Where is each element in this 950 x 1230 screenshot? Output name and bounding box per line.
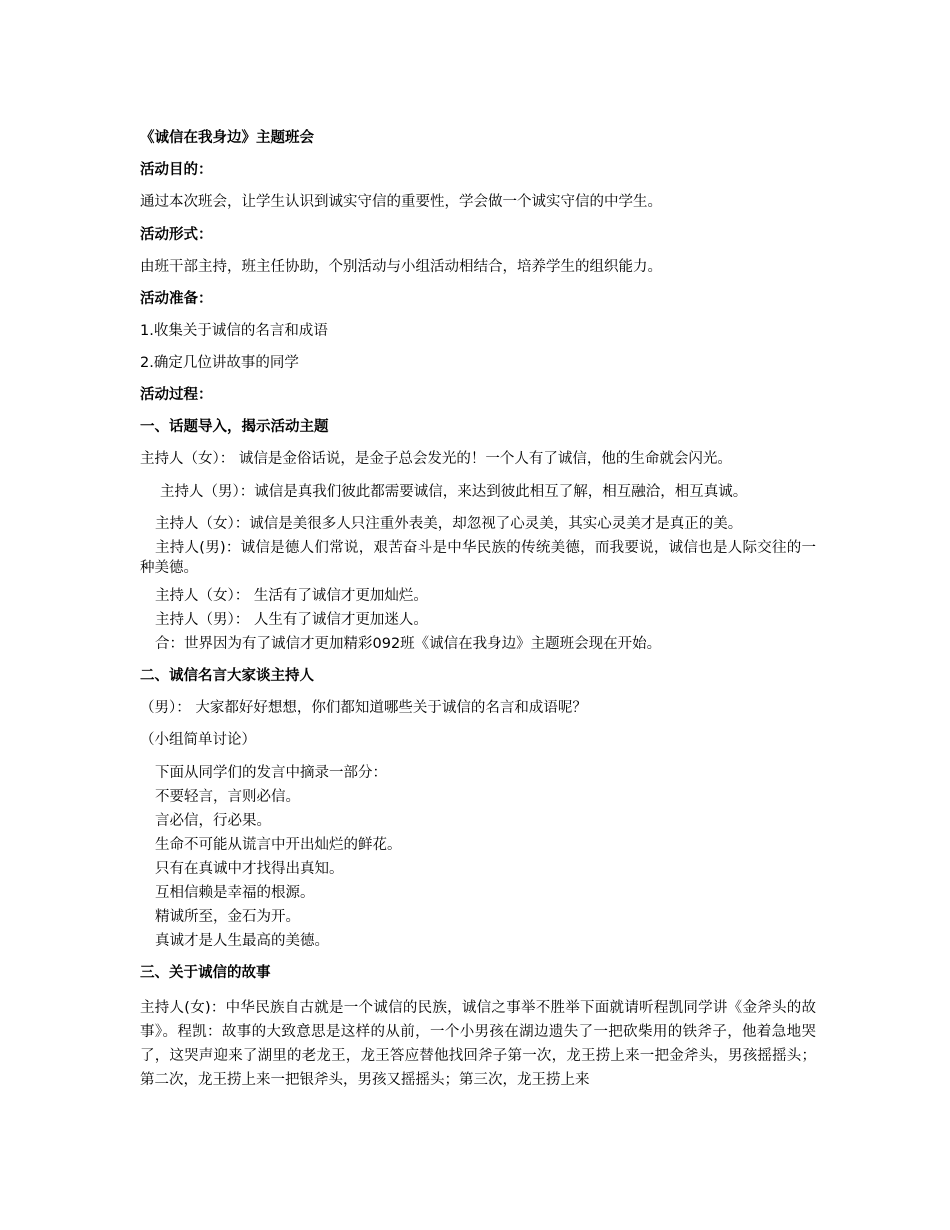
process-heading: 活动过程： bbox=[140, 387, 213, 403]
quote-item: 言必信，行必果。 bbox=[155, 813, 271, 829]
section2-heading: 二、诚信名言大家谈主持人 bbox=[140, 668, 314, 684]
host-line: 主持人（女）：诚信是美很多人只注重外表美，却忽视了心灵美，其实心灵美才是真正的美。 bbox=[155, 516, 743, 532]
quote-item: 精诚所至，金石为开。 bbox=[155, 909, 300, 925]
prep-item: 2.确定几位讲故事的同学 bbox=[140, 355, 299, 371]
quote-item: 互相信赖是幸福的根源。 bbox=[155, 885, 315, 901]
host-line: （男）： 大家都好好想想，你们都知道哪些关于诚信的名言和成语呢？ bbox=[140, 700, 587, 716]
prep-heading: 活动准备： bbox=[140, 291, 213, 307]
section3-heading: 三、关于诚信的故事 bbox=[140, 965, 271, 981]
quote-item: 只有在真诚中才找得出真知。 bbox=[155, 861, 344, 877]
host-line: 主持人（男）： 人生有了诚信才更加迷人。 bbox=[155, 612, 428, 628]
section1-heading: 一、话题导入，揭示活动主题 bbox=[140, 419, 329, 435]
form-text: 由班干部主持，班主任协助，个别活动与小组活动相结合，培养学生的组织能力。 bbox=[140, 259, 662, 275]
host-line: 主持人（女）： 生活有了诚信才更加灿烂。 bbox=[155, 588, 428, 604]
purpose-text: 通过本次班会，让学生认识到诚实守信的重要性，学会做一个诚实守信的中学生。 bbox=[140, 194, 662, 210]
host-line: 合：世界因为有了诚信才更加精彩092班《诚信在我身边》主题班会现在开始。 bbox=[155, 636, 662, 652]
prep-item: 1.收集关于诚信的名言和成语 bbox=[140, 323, 328, 339]
form-heading: 活动形式： bbox=[140, 227, 213, 243]
purpose-heading: 活动目的： bbox=[140, 162, 213, 178]
quotes-intro: 下面从同学们的发言中摘录一部分： bbox=[155, 765, 387, 781]
quote-item: 生命不可能从谎言中开出灿烂的鲜花。 bbox=[155, 837, 402, 853]
quote-item: 真诚才是人生最高的美德。 bbox=[155, 933, 329, 949]
host-line: 主持人（女）： 诚信是金俗话说，是金子总会发光的！一个人有了诚信，他的生命就会闪光。 bbox=[140, 451, 732, 467]
document-title: 《诚信在我身边》主题班会 bbox=[140, 130, 314, 146]
host-line: 主持人(男)：诚信是德人们常说，艰苦奋斗是中华民族的传统美德，而我要说，诚信也是人际交往的一种美德。 bbox=[140, 540, 816, 576]
quote-item: 不要轻言，言则必信。 bbox=[155, 789, 300, 805]
discussion-note: （小组简单讨论） bbox=[140, 732, 256, 748]
host-line: 主持人（男）：诚信是真我们彼此都需要诚信，来达到彼此相互了解，相互融洽，相互真诚。 bbox=[160, 484, 748, 500]
story-paragraph: 主持人(女)：中华民族自古就是一个诚信的民族，诚信之事举不胜举下面就请听程凯同学讲《金斧头的故事》。程凯：故事的大致意思是这样的从前，一个小男孩在湖边遗失了一把砍柴用的铁斧子，他着急地哭了，这哭声迎来了湖里的老龙王，龙王答应替他找回斧子第一次，龙王捞上来一把金斧头，男孩摇摇头；第二次，龙王捞上来一把银斧头，男孩又摇摇头；第三次，龙王捞上来 bbox=[140, 1000, 816, 1088]
